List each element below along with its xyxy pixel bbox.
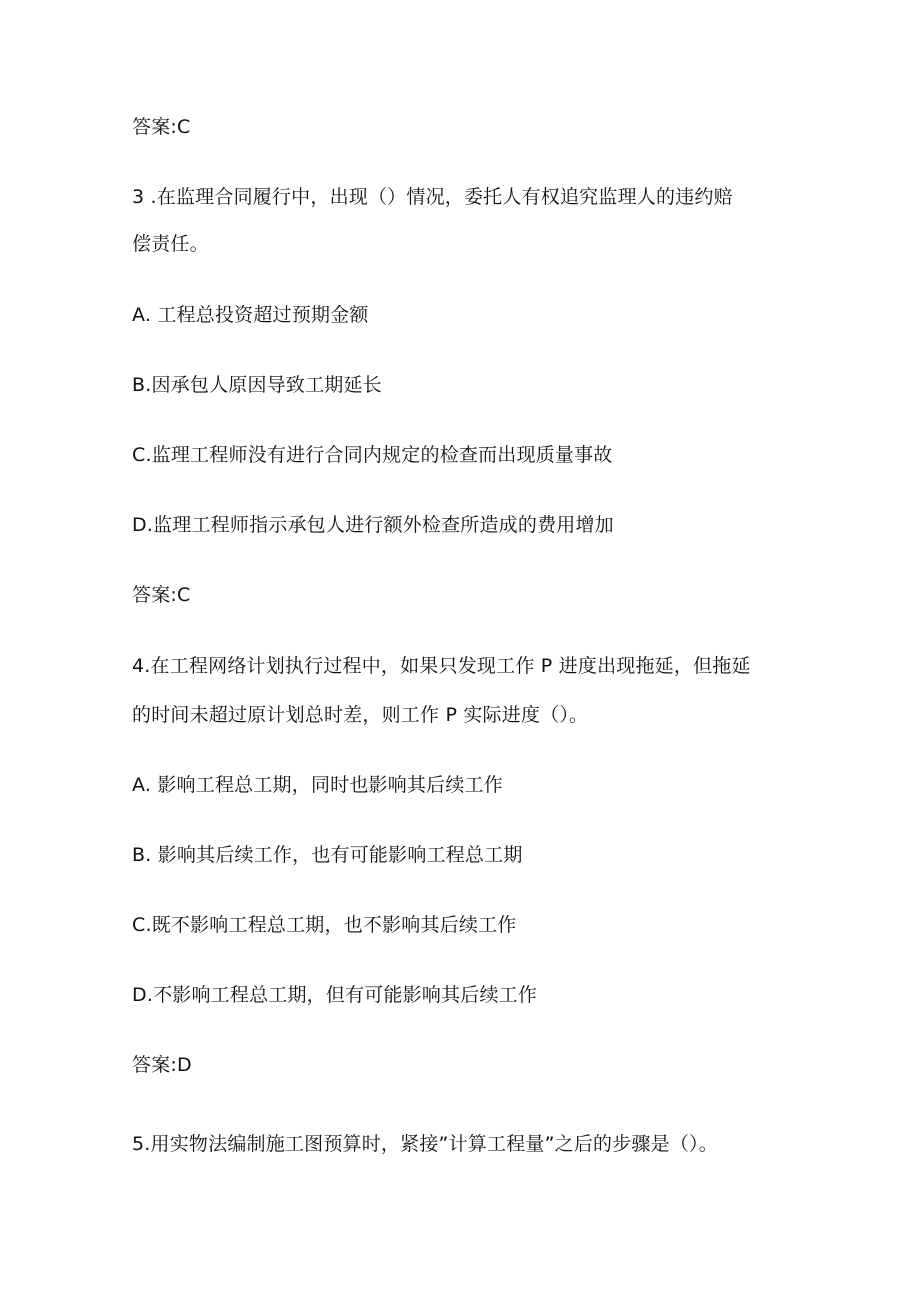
question-4-option-d: D.不影响工程总工期，但有可能影响其后续工作 [132,984,538,1006]
question-3-text-line-2: 偿责任。 [132,233,209,255]
answer-q4: 答案:D [132,1054,192,1076]
question-4-text-line-1: 4.在工程网络计划执行过程中，如果只发现工作 P 进度出现拖延，但拖延 [132,655,751,677]
question-3-option-d: D.监理工程师指示承包人进行额外检查所造成的费用增加 [132,514,614,536]
question-4-text-line-2: 的时间未超过原计划总时差，则工作 P 实际进度（）。 [132,704,589,726]
question-3-text-line-1: 3 .在监理合同履行中，出现（）情况，委托人有权追究监理人的违约赔 [132,186,733,208]
answer-q3: 答案:C [132,584,191,606]
question-4-option-c: C.既不影响工程总工期，也不影响其后续工作 [132,914,517,936]
question-3-option-a: A. 工程总投资超过预期金额 [132,304,369,326]
question-3-option-b: B.因承包人原因导致工期延长 [132,374,382,396]
answer-q2: 答案:C [132,116,191,138]
question-4-option-a: A. 影响工程总工期，同时也影响其后续工作 [132,774,503,796]
question-5-text-line-1: 5.用实物法编制施工图预算时，紧接”计算工程量”之后的步骤是（）。 [132,1133,718,1155]
question-3-option-c: C.监理工程师没有进行合同内规定的检查而出现质量事故 [132,444,613,466]
question-4-option-b: B. 影响其后续工作，也有可能影响工程总工期 [132,844,523,866]
